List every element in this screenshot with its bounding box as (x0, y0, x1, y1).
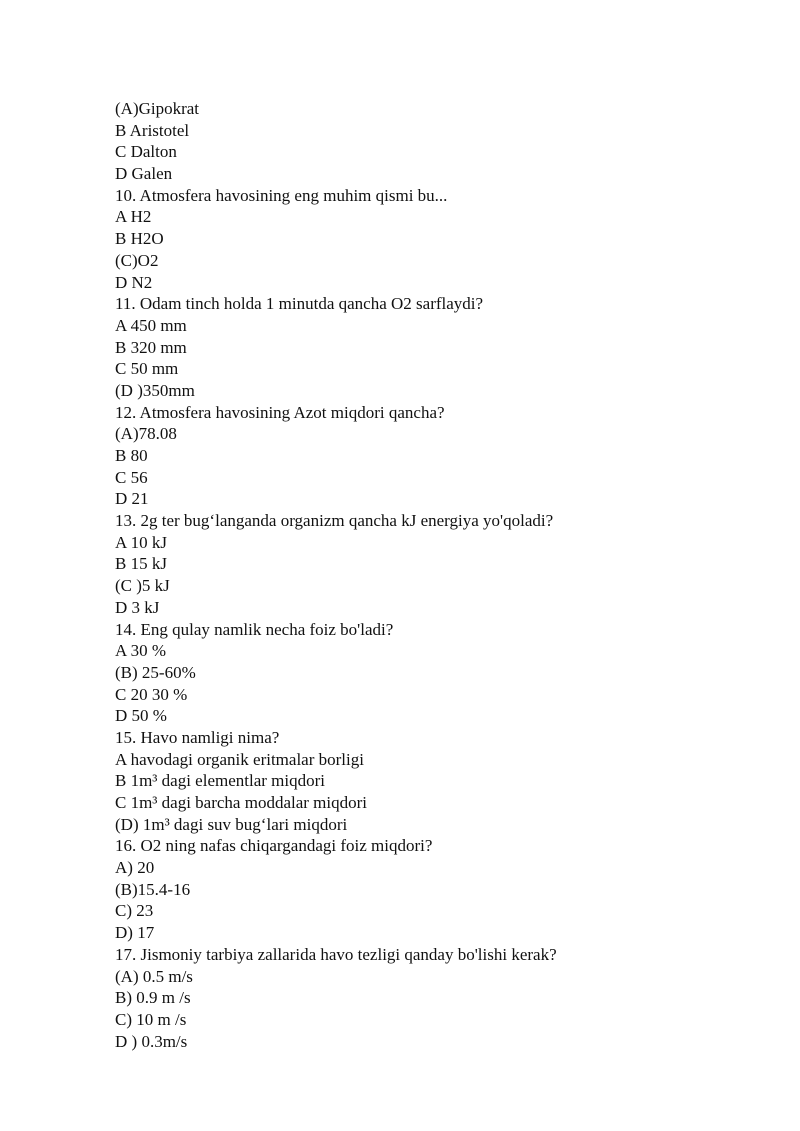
answer-option: D) 17 (115, 923, 155, 943)
question-16: 16. O2 ning nafas chiqargandagi foiz miqdori? (115, 836, 433, 856)
answer-option: (A) 0.5 m/s (115, 966, 193, 986)
question-11: 11. Odam tinch holda 1 minutda qancha O2 sarflaydi? (115, 294, 484, 314)
answer-option: B 1m³ dagi elementlar miqdori (115, 771, 325, 791)
answer-option: D Galen (115, 164, 173, 184)
question-10: 10. Atmosfera havosining eng muhim qismi bu... (115, 185, 448, 205)
answer-option: B) 0.9 m /s (115, 988, 191, 1008)
answer-option: A 30 % (115, 641, 166, 661)
question-14: 14. Eng qulay namlik necha foiz bo'ladi? (115, 619, 394, 639)
answer-option: D ) 0.3m/s (115, 1031, 188, 1051)
answer-option: (B)15.4-16 (115, 879, 191, 899)
answer-option: B H2O (115, 229, 164, 249)
answer-option: (A)Gipokrat (115, 99, 200, 118)
answer-option: (D )350mm (115, 380, 195, 400)
answer-option: D 50 % (115, 706, 167, 726)
answer-option: C 20 30 % (115, 684, 188, 704)
answer-option: B 320 mm (115, 337, 187, 357)
question-12: 12. Atmosfera havosining Azot miqdori qancha? (115, 402, 445, 422)
answer-option: B Aristotel (115, 120, 190, 140)
answer-option: A) 20 (115, 858, 155, 878)
quiz-text (115, 98, 755, 1052)
question-13: 13. 2g ter bug‘langanda organizm qancha kJ energiya yo'qoladi? (115, 511, 554, 531)
answer-option: C 56 (115, 467, 148, 487)
answer-option: (D) 1m³ dagi suv bug‘lari miqdori (115, 814, 348, 834)
answer-option: (B) 25-60% (115, 662, 196, 682)
question-15: 15. Havo namligi nima? (115, 727, 280, 747)
answer-option: B 15 kJ (115, 554, 167, 574)
answer-option: D 21 (115, 489, 149, 509)
answer-option: (C )5 kJ (115, 576, 170, 596)
answer-option: C Dalton (115, 142, 177, 162)
answer-option: (C)O2 (115, 250, 159, 270)
answer-option: C 50 mm (115, 359, 179, 379)
answer-option: (A)78.08 (115, 424, 177, 444)
answer-option: D N2 (115, 272, 153, 292)
answer-option: C) 10 m /s (115, 1009, 187, 1029)
answer-option: C 1m³ dagi barcha moddalar miqdori (115, 793, 368, 812)
answer-option: A 450 mm (115, 315, 187, 335)
answer-option: D 3 kJ (115, 597, 160, 617)
question-17: 17. Jismoniy tarbiya zallarida havo tezligi qanday bo'lishi kerak? (115, 944, 557, 964)
answer-option: B 80 (115, 446, 148, 465)
answer-option: A H2 (115, 207, 152, 227)
answer-option: A havodagi organik eritmalar borligi (115, 749, 364, 769)
answer-option: A 10 kJ (115, 532, 167, 552)
answer-option: C) 23 (115, 901, 154, 921)
